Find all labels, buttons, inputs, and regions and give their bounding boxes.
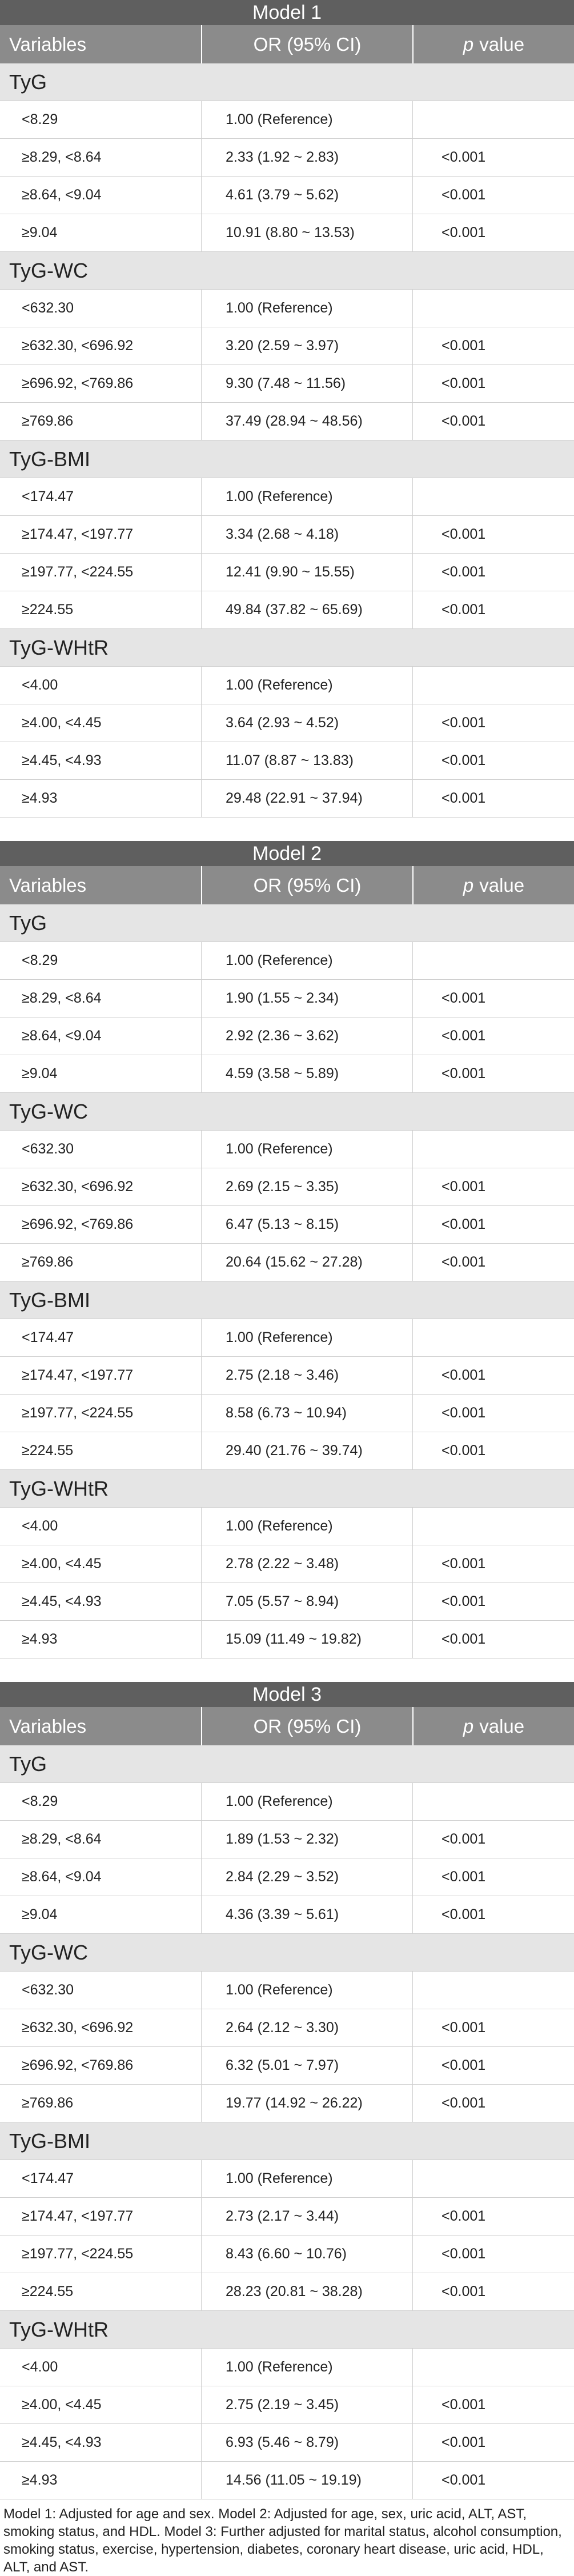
table-footnote: Model 1: Adjusted for age and sex. Model 2: Adjusted for age, sex, uric acid, ALT, AST, smoking status, and HDL. Model 3: Further adjusted for marital status, alcohol consumption, smoking status, exercise, hypertension, diabetes, coronary heart disease, uric acid, HDL, ALT, and AST. (3, 2506, 562, 2575)
cell-variable: ≥8.64, <9.04 (22, 1028, 102, 1044)
cell-or-ci: 10.91 (8.80 ~ 13.53) (201, 214, 412, 251)
group-row: TyG (0, 63, 574, 101)
table-row (0, 1508, 574, 1545)
cell-variable: ≥8.64, <9.04 (22, 187, 102, 203)
table-row (0, 1244, 574, 1281)
header-or-ci: OR (95% CI) (201, 866, 412, 904)
cell-variable: <4.00 (22, 677, 58, 693)
cell-variable: ≥8.29, <8.64 (22, 1831, 102, 1847)
cell-or-ci: 3.34 (2.68 ~ 4.18) (201, 516, 412, 553)
header-p-italic: p (463, 1715, 474, 1737)
cell-p-value: <0.001 (412, 365, 574, 402)
cell-p-value: <0.001 (412, 139, 574, 176)
cell-variable: ≥174.47, <197.77 (22, 2208, 134, 2224)
cell-variable: ≥4.45, <4.93 (22, 2434, 102, 2450)
cell-variable: ≥197.77, <224.55 (22, 1405, 134, 1421)
cell-variable: ≥4.93 (22, 790, 58, 806)
group-row: TyG-BMI (0, 440, 574, 478)
table-row (0, 704, 574, 742)
cell-p-value (412, 1319, 574, 1356)
cell-or-ci: 6.93 (5.46 ~ 8.79) (201, 2424, 412, 2461)
table-row (0, 2462, 574, 2499)
cell-variable: <174.47 (22, 1329, 74, 1345)
header-p-value (412, 1707, 574, 1745)
table-row (0, 1319, 574, 1357)
table-row (0, 1583, 574, 1621)
table-row (0, 139, 574, 177)
section-spacer (0, 818, 574, 841)
model-section (0, 841, 574, 1658)
cell-variable: ≥224.55 (22, 2283, 74, 2299)
cell-p-value: <0.001 (412, 2085, 574, 2122)
cell-or-ci: 9.30 (7.48 ~ 11.56) (201, 365, 412, 402)
header-p-rest: value (479, 1715, 525, 1737)
table-row (0, 1432, 574, 1470)
group-row: TyG-WHtR (0, 1470, 574, 1508)
group-row: TyG-BMI (0, 2122, 574, 2160)
cell-or-ci: 1.00 (Reference) (201, 667, 412, 704)
table-row (0, 2273, 574, 2311)
cell-or-ci: 29.40 (21.76 ~ 39.74) (201, 1432, 412, 1469)
cell-or-ci: 2.78 (2.22 ~ 3.48) (201, 1545, 412, 1583)
cell-variable: ≥9.04 (22, 225, 58, 241)
cell-or-ci: 19.77 (14.92 ~ 26.22) (201, 2085, 412, 2122)
cell-or-ci: 1.00 (Reference) (201, 1131, 412, 1168)
column-header-row (0, 1707, 574, 1745)
cell-or-ci: 2.73 (2.17 ~ 3.44) (201, 2198, 412, 2235)
model-section (0, 1682, 574, 2499)
table-row (0, 2349, 574, 2386)
cell-or-ci: 1.00 (Reference) (201, 101, 412, 138)
table-row (0, 942, 574, 980)
cell-or-ci: 7.05 (5.57 ~ 8.94) (201, 1583, 412, 1620)
table-row (0, 478, 574, 516)
cell-or-ci: 2.75 (2.18 ~ 3.46) (201, 1357, 412, 1394)
cell-p-value: <0.001 (412, 2009, 574, 2046)
cell-variable: ≥197.77, <224.55 (22, 564, 134, 580)
cell-variable: ≥769.86 (22, 1254, 74, 1270)
cell-or-ci: 4.61 (3.79 ~ 5.62) (201, 177, 412, 214)
table-row (0, 2198, 574, 2236)
cell-p-value: <0.001 (412, 2236, 574, 2273)
header-p-value (412, 866, 574, 904)
table-row (0, 1896, 574, 1934)
cell-variable: ≥4.00, <4.45 (22, 2397, 102, 2413)
table-row (0, 1783, 574, 1821)
cell-or-ci: 49.84 (37.82 ~ 65.69) (201, 591, 412, 628)
model-title: Model 3 (0, 1682, 574, 1707)
header-p-italic: p (463, 33, 474, 55)
cell-or-ci: 1.00 (Reference) (201, 1319, 412, 1356)
cell-p-value: <0.001 (412, 1545, 574, 1583)
cell-variable: <632.30 (22, 1141, 74, 1157)
table-row (0, 554, 574, 591)
model-title: Model 2 (0, 841, 574, 866)
cell-variable: ≥8.29, <8.64 (22, 149, 102, 165)
cell-variable: ≥197.77, <224.55 (22, 2246, 134, 2262)
cell-or-ci: 1.00 (Reference) (201, 2160, 412, 2197)
group-row: TyG-BMI (0, 1281, 574, 1319)
cell-p-value: <0.001 (412, 2424, 574, 2461)
cell-or-ci: 1.00 (Reference) (201, 478, 412, 515)
cell-variable: ≥4.45, <4.93 (22, 752, 102, 768)
cell-variable: ≥8.29, <8.64 (22, 990, 102, 1006)
header-p-rest: value (479, 874, 525, 896)
cell-variable: ≥769.86 (22, 2095, 74, 2111)
table-row (0, 2009, 574, 2047)
cell-p-value (412, 667, 574, 704)
cell-p-value: <0.001 (412, 516, 574, 553)
table-row (0, 667, 574, 704)
cell-p-value: <0.001 (412, 1432, 574, 1469)
cell-or-ci: 1.00 (Reference) (201, 290, 412, 327)
section-spacer (0, 1658, 574, 1682)
cell-or-ci: 1.90 (1.55 ~ 2.34) (201, 980, 412, 1017)
cell-or-ci: 2.64 (2.12 ~ 3.30) (201, 2009, 412, 2046)
cell-or-ci: 2.92 (2.36 ~ 3.62) (201, 1017, 412, 1055)
table-row (0, 403, 574, 440)
cell-or-ci: 3.20 (2.59 ~ 3.97) (201, 327, 412, 364)
table-row (0, 2085, 574, 2122)
cell-variable: ≥224.55 (22, 1443, 74, 1459)
cell-variable: <632.30 (22, 1982, 74, 1998)
table-row (0, 2386, 574, 2424)
cell-or-ci: 2.69 (2.15 ~ 3.35) (201, 1168, 412, 1205)
cell-variable: ≥4.45, <4.93 (22, 1593, 102, 1609)
cell-or-ci: 28.23 (20.81 ~ 38.28) (201, 2273, 412, 2310)
cell-p-value: <0.001 (412, 214, 574, 251)
table-row (0, 1206, 574, 1244)
table-row (0, 1395, 574, 1432)
cell-p-value: <0.001 (412, 780, 574, 817)
table-row (0, 365, 574, 403)
cell-p-value: <0.001 (412, 1858, 574, 1896)
cell-variable: ≥9.04 (22, 1906, 58, 1922)
cell-p-value: <0.001 (412, 704, 574, 742)
cell-variable: ≥769.86 (22, 413, 74, 429)
cell-or-ci: 1.89 (1.53 ~ 2.32) (201, 1821, 412, 1858)
cell-or-ci: 8.58 (6.73 ~ 10.94) (201, 1395, 412, 1432)
group-row: TyG-WC (0, 1093, 574, 1131)
table-row (0, 2160, 574, 2198)
header-variables: Variables (9, 1715, 87, 1737)
cell-p-value: <0.001 (412, 2198, 574, 2235)
table-row (0, 1858, 574, 1896)
cell-p-value: <0.001 (412, 1896, 574, 1933)
header-or-ci: OR (95% CI) (201, 1707, 412, 1745)
table-row (0, 980, 574, 1017)
cell-p-value: <0.001 (412, 591, 574, 628)
cell-p-value: <0.001 (412, 1206, 574, 1243)
cell-or-ci: 1.00 (Reference) (201, 2349, 412, 2386)
table-row (0, 742, 574, 780)
table-row (0, 327, 574, 365)
column-header-row (0, 25, 574, 63)
cell-variable: ≥8.64, <9.04 (22, 1869, 102, 1885)
cell-or-ci: 4.36 (3.39 ~ 5.61) (201, 1896, 412, 1933)
cell-or-ci: 1.00 (Reference) (201, 942, 412, 979)
cell-or-ci: 1.00 (Reference) (201, 1783, 412, 1820)
cell-variable: ≥4.00, <4.45 (22, 715, 102, 731)
table-row (0, 516, 574, 554)
table-row (0, 101, 574, 139)
group-row: TyG-WC (0, 1934, 574, 1972)
cell-variable: ≥632.30, <696.92 (22, 338, 134, 354)
cell-or-ci: 3.64 (2.93 ~ 4.52) (201, 704, 412, 742)
header-variables: Variables (9, 874, 87, 896)
cell-p-value (412, 2160, 574, 2197)
model-section (0, 0, 574, 818)
cell-p-value: <0.001 (412, 2047, 574, 2084)
cell-variable: ≥696.92, <769.86 (22, 2057, 134, 2073)
cell-p-value: <0.001 (412, 1821, 574, 1858)
cell-p-value: <0.001 (412, 1357, 574, 1394)
cell-p-value: <0.001 (412, 980, 574, 1017)
cell-variable: ≥4.93 (22, 2472, 58, 2488)
cell-p-value (412, 1972, 574, 2009)
model-title: Model 1 (0, 0, 574, 25)
cell-p-value: <0.001 (412, 742, 574, 779)
group-row: TyG-WHtR (0, 2311, 574, 2349)
cell-or-ci: 14.56 (11.05 ~ 19.19) (201, 2462, 412, 2499)
table-row (0, 1357, 574, 1395)
cell-or-ci: 1.00 (Reference) (201, 1508, 412, 1545)
cell-variable: ≥696.92, <769.86 (22, 1216, 134, 1232)
cell-p-value (412, 1783, 574, 1820)
header-variables: Variables (9, 33, 87, 55)
cell-variable: <8.29 (22, 111, 58, 127)
table-row (0, 591, 574, 629)
cell-p-value: <0.001 (412, 1244, 574, 1281)
table-row (0, 780, 574, 818)
cell-variable: <8.29 (22, 952, 58, 968)
cell-p-value: <0.001 (412, 1168, 574, 1205)
cell-or-ci: 6.47 (5.13 ~ 8.15) (201, 1206, 412, 1243)
header-or-ci: OR (95% CI) (201, 25, 412, 63)
cell-variable: ≥224.55 (22, 602, 74, 618)
table-row (0, 1055, 574, 1093)
cell-variable: <632.30 (22, 300, 74, 316)
cell-p-value (412, 478, 574, 515)
cell-p-value (412, 290, 574, 327)
table-row (0, 177, 574, 214)
cell-or-ci: 1.00 (Reference) (201, 1972, 412, 2009)
header-p-italic: p (463, 874, 474, 896)
table-row (0, 2236, 574, 2273)
cell-variable: <4.00 (22, 1518, 58, 1534)
cell-p-value: <0.001 (412, 1017, 574, 1055)
group-row: TyG-WC (0, 252, 574, 290)
cell-or-ci: 15.09 (11.49 ~ 19.82) (201, 1621, 412, 1658)
table-row (0, 1972, 574, 2009)
cell-p-value (412, 1131, 574, 1168)
cell-p-value: <0.001 (412, 1395, 574, 1432)
cell-p-value: <0.001 (412, 1621, 574, 1658)
cell-or-ci: 12.41 (9.90 ~ 15.55) (201, 554, 412, 591)
cell-variable: ≥632.30, <696.92 (22, 1179, 134, 1195)
cell-or-ci: 29.48 (22.91 ~ 37.94) (201, 780, 412, 817)
table-row (0, 1017, 574, 1055)
group-row: TyG-WHtR (0, 629, 574, 667)
cell-variable: ≥632.30, <696.92 (22, 2020, 134, 2036)
group-row: TyG (0, 1745, 574, 1783)
cell-or-ci: 6.32 (5.01 ~ 7.97) (201, 2047, 412, 2084)
header-p-value (412, 25, 574, 63)
table-row (0, 1545, 574, 1583)
cell-variable: <4.00 (22, 2359, 58, 2375)
cell-p-value: <0.001 (412, 2462, 574, 2499)
cell-variable: ≥696.92, <769.86 (22, 375, 134, 391)
cell-p-value: <0.001 (412, 327, 574, 364)
cell-or-ci: 2.84 (2.29 ~ 3.52) (201, 1858, 412, 1896)
header-p-rest: value (479, 33, 525, 55)
cell-or-ci: 20.64 (15.62 ~ 27.28) (201, 1244, 412, 1281)
table-row (0, 1131, 574, 1168)
cell-or-ci: 11.07 (8.87 ~ 13.83) (201, 742, 412, 779)
cell-variable: ≥174.47, <197.77 (22, 526, 134, 542)
table-row (0, 1821, 574, 1858)
table-row (0, 290, 574, 327)
table-row (0, 2047, 574, 2085)
cell-p-value (412, 1508, 574, 1545)
cell-or-ci: 2.33 (1.92 ~ 2.83) (201, 139, 412, 176)
cell-p-value (412, 942, 574, 979)
group-row: TyG (0, 904, 574, 942)
cell-variable: <174.47 (22, 2170, 74, 2186)
cell-p-value: <0.001 (412, 177, 574, 214)
cell-p-value: <0.001 (412, 554, 574, 591)
cell-or-ci: 8.43 (6.60 ~ 10.76) (201, 2236, 412, 2273)
cell-p-value: <0.001 (412, 1583, 574, 1620)
cell-p-value: <0.001 (412, 2386, 574, 2423)
cell-or-ci: 2.75 (2.19 ~ 3.45) (201, 2386, 412, 2423)
cell-variable: ≥9.04 (22, 1065, 58, 1081)
cell-p-value (412, 101, 574, 138)
cell-variable: <174.47 (22, 488, 74, 504)
cell-p-value: <0.001 (412, 1055, 574, 1092)
cell-or-ci: 4.59 (3.58 ~ 5.89) (201, 1055, 412, 1092)
cell-variable: ≥174.47, <197.77 (22, 1367, 134, 1383)
cell-variable: ≥4.93 (22, 1631, 58, 1647)
cell-p-value (412, 2349, 574, 2386)
cell-or-ci: 37.49 (28.94 ~ 48.56) (201, 403, 412, 440)
table-row (0, 2424, 574, 2462)
table-row (0, 1621, 574, 1658)
cell-p-value: <0.001 (412, 403, 574, 440)
column-header-row (0, 866, 574, 904)
table-row (0, 214, 574, 252)
table-row (0, 1168, 574, 1206)
cell-variable: <8.29 (22, 1793, 58, 1809)
cell-p-value: <0.001 (412, 2273, 574, 2310)
cell-variable: ≥4.00, <4.45 (22, 1556, 102, 1572)
